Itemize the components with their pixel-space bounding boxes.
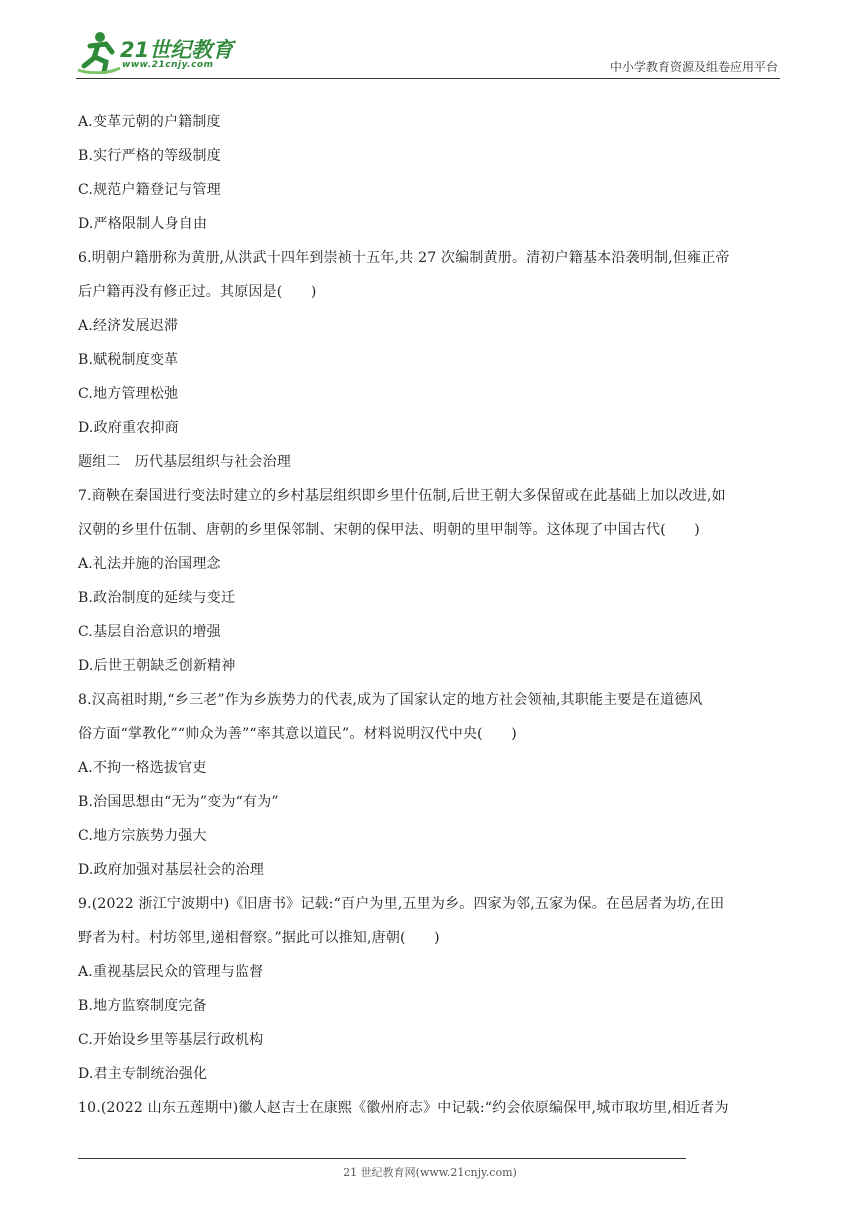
text-line: C.地方宗族势力强大	[78, 828, 207, 844]
text-line: B.地方监察制度完备	[78, 998, 207, 1014]
text-line: B.治国思想由“无为”变为“有为”	[78, 794, 279, 810]
running-man-icon	[76, 30, 122, 74]
footer-divider	[78, 1158, 686, 1159]
text-line: D.严格限制人身自由	[78, 216, 208, 232]
text-line: 俗方面“掌教化”“帅众为善”“率其意以道民”。材料说明汉代中央( )	[78, 726, 517, 742]
site-logo	[76, 30, 256, 76]
text-line: B.实行严格的等级制度	[78, 148, 221, 164]
text-line: D.君主专制统治强化	[78, 1066, 208, 1082]
text-line: B.赋税制度变革	[78, 352, 179, 368]
text-line: B.政治制度的延续与变迁	[78, 590, 236, 606]
logo-text: 21世纪教育	[120, 38, 234, 62]
page-footer: 21 世纪教育网(www.21cnjy.com)	[343, 1166, 517, 1179]
text-line: C.规范户籍登记与管理	[78, 182, 221, 198]
text-line: D.后世王朝缺乏创新精神	[78, 658, 236, 674]
text-line: 汉朝的乡里什伍制、唐朝的乡里保邻制、宋朝的保甲法、明朝的里甲制等。这体现了中国古代( )	[78, 522, 700, 538]
question-content	[78, 105, 784, 1125]
text-line: 8.汉高祖时期,“乡三老”作为乡族势力的代表,成为了国家认定的地方社会领袖,其职能主要是在道德风	[78, 692, 703, 708]
text-line: 6.明朝户籍册称为黄册,从洪武十四年到崇祯十五年,共 27 次编制黄册。清初户籍基本沿袭明制,但雍正帝	[78, 250, 730, 266]
text-line: C.开始设乡里等基层行政机构	[78, 1032, 264, 1048]
text-line: 9.(2022 浙江宁波期中)《旧唐书》记载:“百户为里,五里为乡。四家为邻,五家为保。在邑居者为坊,在田	[78, 896, 725, 912]
text-line: A.经济发展迟滞	[78, 318, 179, 334]
text-line: D.政府加强对基层社会的治理	[78, 862, 264, 878]
text-line: 7.商鞅在秦国进行变法时建立的乡村基层组织即乡里什伍制,后世王朝大多保留或在此基础上加以改进,如	[78, 488, 726, 504]
text-line: 野者为村。村坊邻里,递相督察。”据此可以推知,唐朝( )	[78, 930, 440, 946]
text-line: C.基层自治意识的增强	[78, 624, 221, 640]
section-heading: 题组二 历代基层组织与社会治理	[78, 454, 291, 470]
text-line: 10.(2022 山东五莲期中)徽人赵吉士在康熙《徽州府志》中记载:“约会依原编保甲,城市取坊里,相近者为	[78, 1100, 729, 1116]
text-line: A.重视基层民众的管理与监督	[78, 964, 264, 980]
text-line: A.礼法并施的治国理念	[78, 556, 221, 572]
page-header	[76, 30, 780, 79]
text-line: A.变革元朝的户籍制度	[78, 114, 221, 130]
text-line: A.不拘一格选拔官吏	[78, 760, 207, 776]
text-line: D.政府重农抑商	[78, 420, 179, 436]
logo-url: www.21cnjy.com	[122, 60, 214, 70]
text-line: 后户籍再没有修正过。其原因是( )	[78, 284, 317, 300]
text-line: C.地方管理松弛	[78, 386, 179, 402]
header-tagline: 中小学教育资源及组卷应用平台	[609, 60, 778, 74]
